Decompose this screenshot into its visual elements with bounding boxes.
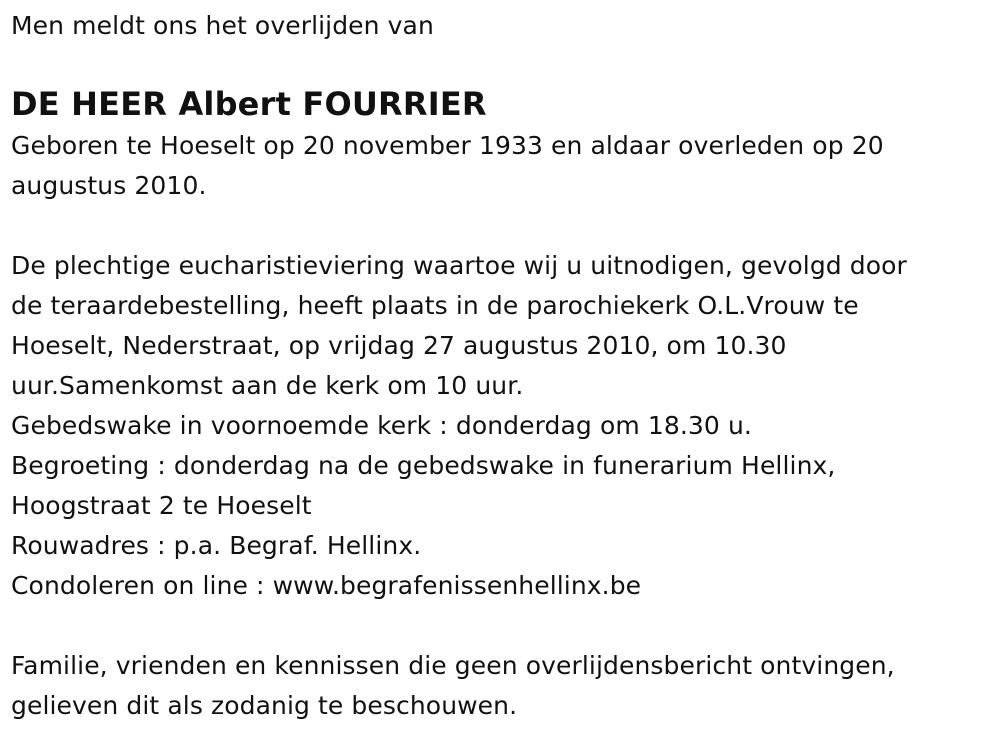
birth-paragraph	[11, 126, 986, 206]
funeral-line: de teraardebestelling, heeft plaats in de parochiekerk O.L.Vrouw te	[11, 291, 859, 320]
vigil-line: Gebedswake in voornoemde kerk : donderdag om 18.30 u.	[11, 411, 752, 440]
death-notice	[11, 8, 986, 726]
deceased-name: DE HEER Albert FOURRIER	[11, 85, 487, 123]
birth-line: Geboren te Hoeselt op 20 november 1933 en aldaar overleden op 20	[11, 131, 884, 160]
paragraph-spacer	[11, 606, 986, 646]
funeral-paragraph	[11, 246, 986, 606]
mourning-address-line: Rouwadres : p.a. Begraf. Hellinx.	[11, 531, 422, 560]
funeral-line: De plechtige eucharistieviering waartoe wij u uitnodigen, gevolgd door	[11, 251, 907, 280]
intro-text: Men meldt ons het overlijden van	[11, 11, 434, 40]
greeting-line: Begroeting : donderdag na de gebedswake in funerarium Hellinx,	[11, 451, 836, 480]
greeting-address-line: Hoogstraat 2 te Hoeselt	[11, 491, 312, 520]
closing-paragraph	[11, 646, 986, 726]
funeral-line: Hoeselt, Nederstraat, op vrijdag 27 augustus 2010, om 10.30	[11, 331, 787, 360]
closing-line: Familie, vrienden en kennissen die geen overlijdensbericht ontvingen,	[11, 651, 895, 680]
paragraph-spacer	[11, 206, 986, 246]
condolence-line: Condoleren on line : www.begrafenissenhellinx.be	[11, 571, 642, 600]
funeral-line: uur.Samenkomst aan de kerk om 10 uur.	[11, 371, 524, 400]
closing-line: gelieven dit als zodanig te beschouwen.	[11, 691, 518, 720]
birth-line: augustus 2010.	[11, 171, 207, 200]
